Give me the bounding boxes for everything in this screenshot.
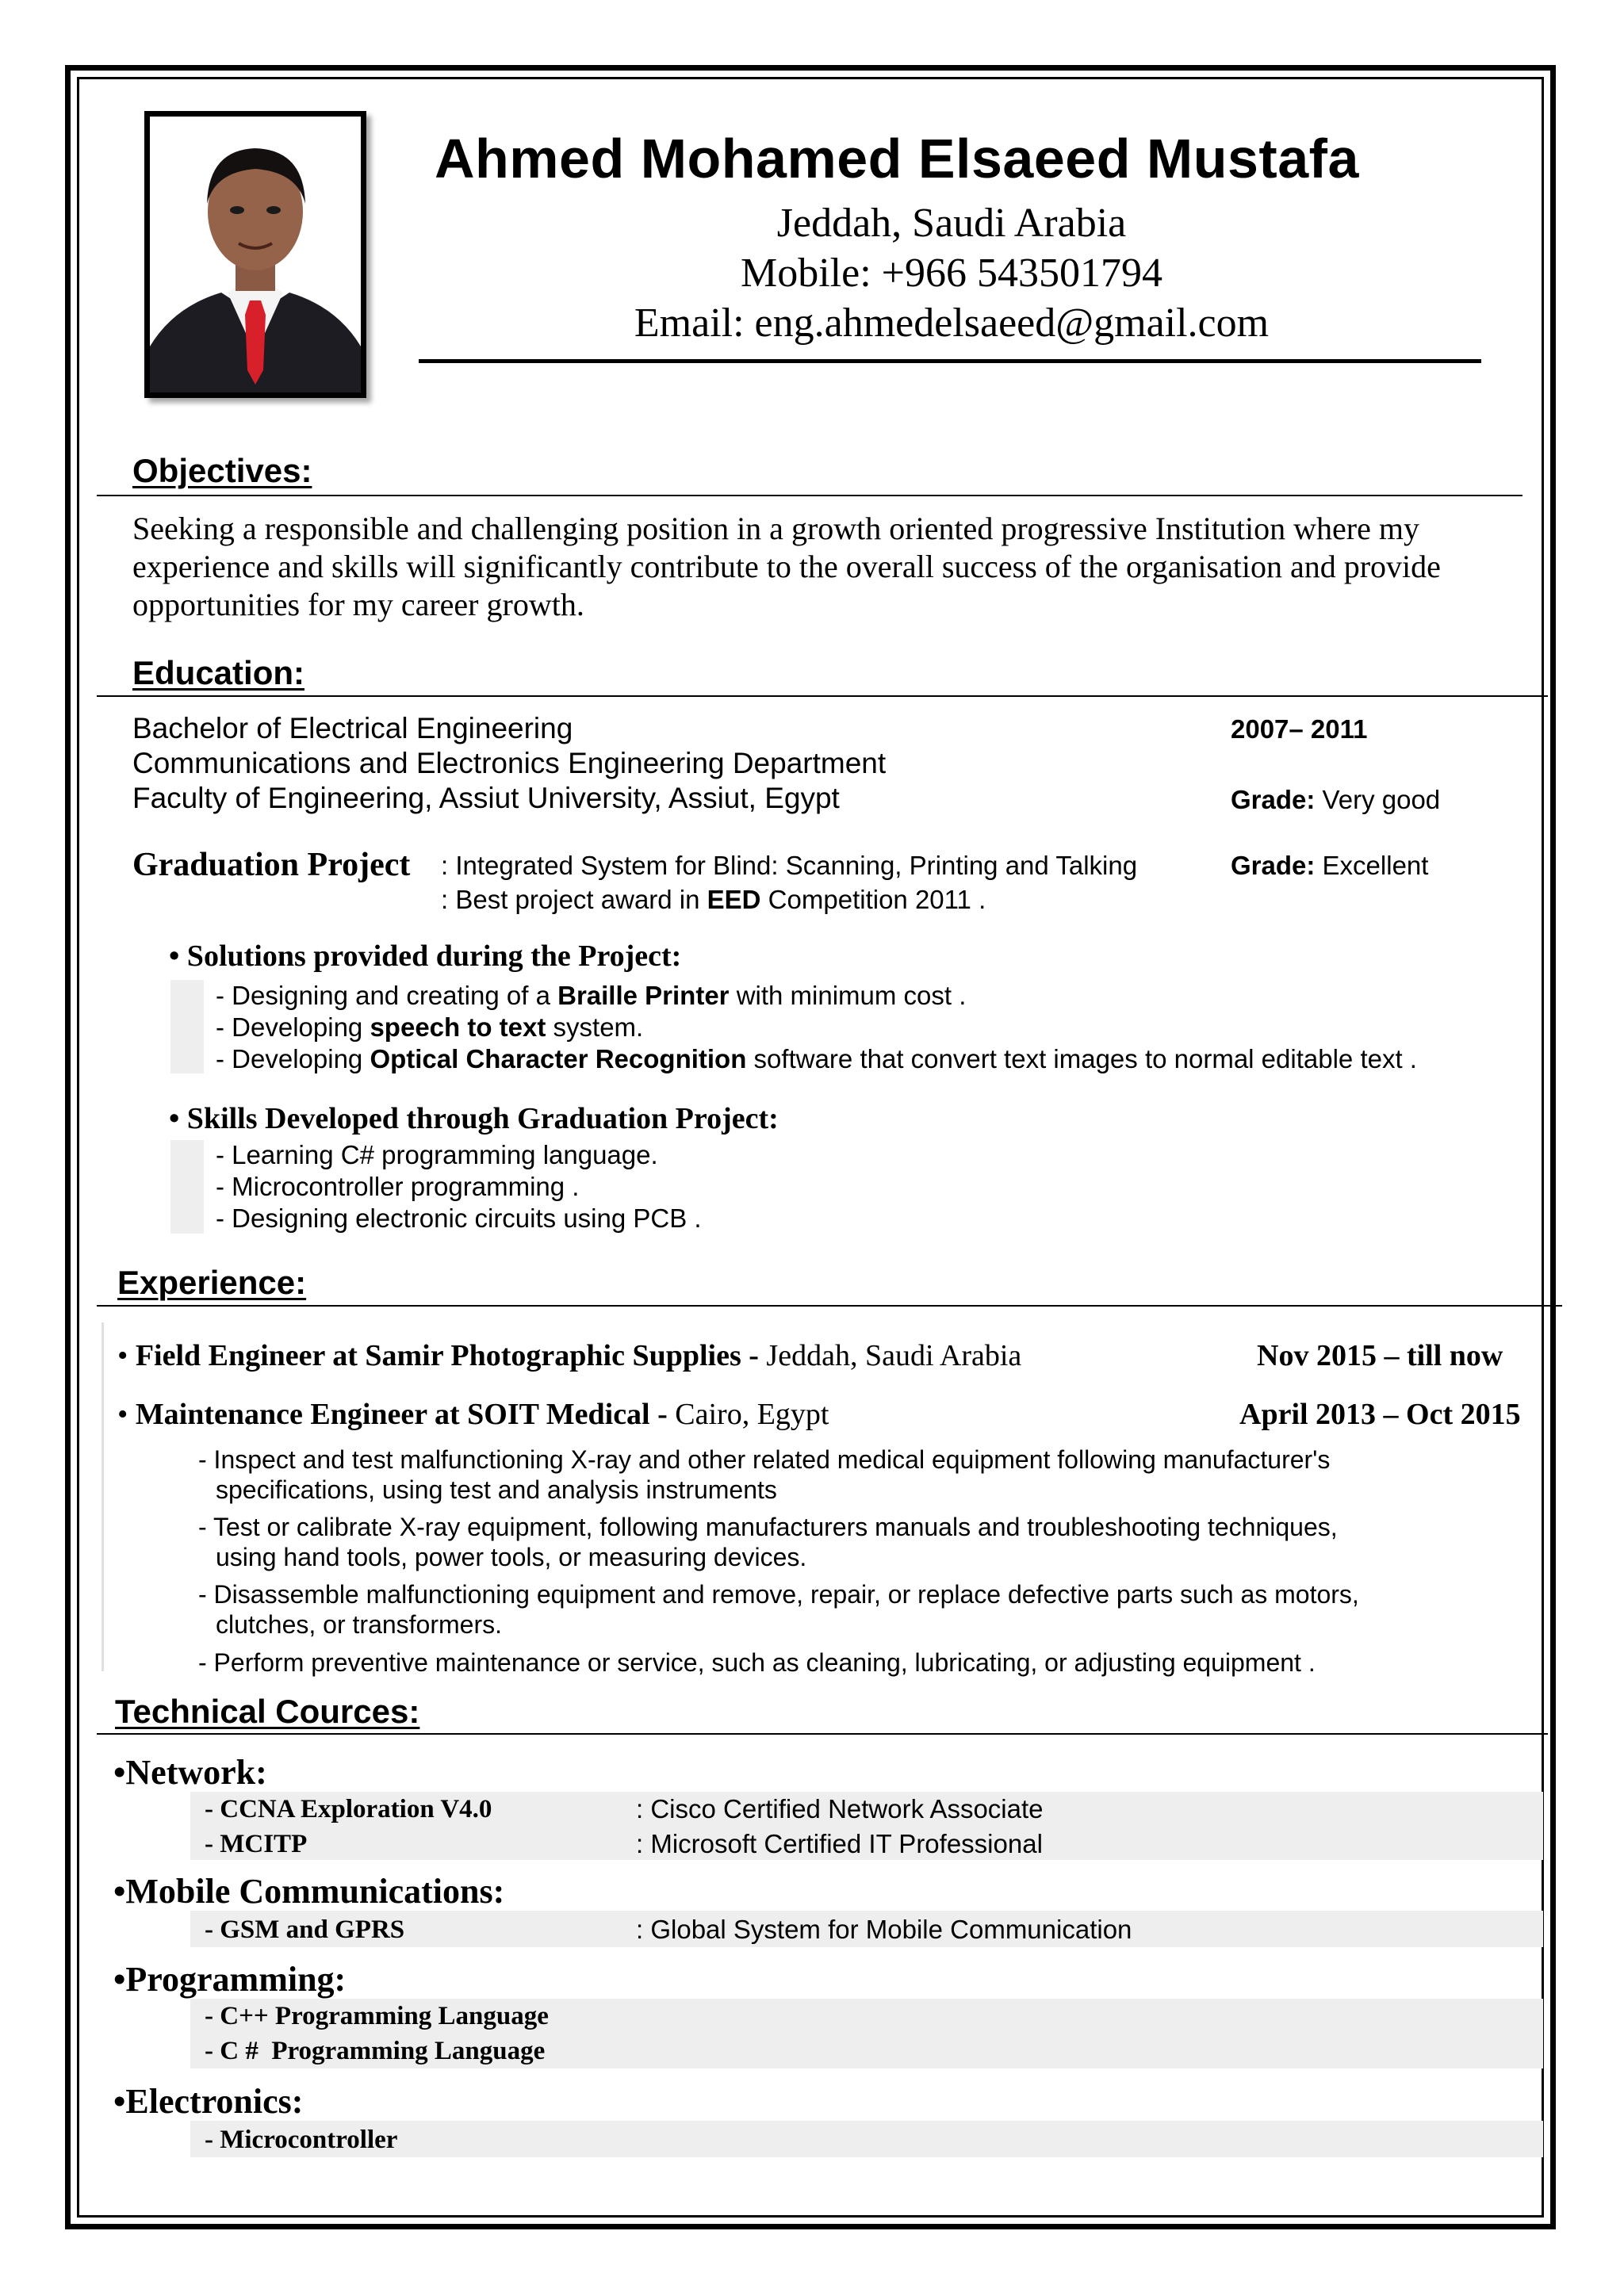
duty-line: - Test or calibrate X-ray equipment, following manufacturers manuals and troubleshooting techniques, (198, 1513, 1338, 1541)
course-name: - MCITP (205, 1830, 308, 1858)
education-heading: Education: (132, 654, 304, 691)
course-name: - C++ Programming Language (205, 2002, 549, 2030)
course-group-title: •Electronics: (113, 2082, 304, 2121)
course-name: - CCNA Exploration V4.0 (205, 1795, 492, 1823)
education-grade (1231, 785, 1440, 815)
degree: Bachelor of Electrical Engineering (132, 712, 573, 744)
solution-text-end: system. (546, 1012, 644, 1042)
project-grade-label: Grade: (1231, 851, 1316, 880)
skill-item: - Microcontroller programming . (216, 1172, 580, 1201)
department: Communications and Electronics Engineering Department (132, 747, 887, 779)
duty-line: - Perform preventive maintenance or service, such as cleaning, lubricating, or adjusting equipment . (198, 1648, 1316, 1677)
solution-bold: Braille Printer (557, 981, 730, 1010)
duty-line: - Inspect and test malfunctioning X-ray and other related medical equipment following manufacturer's (198, 1445, 1331, 1474)
solution-text-end: with minimum cost . (729, 981, 967, 1010)
solution-text: - Designing and creating of a (216, 981, 558, 1010)
solution-item (216, 1044, 1417, 1074)
course-desc: : Microsoft Certified IT Professional (636, 1829, 1043, 1858)
faculty: Faculty of Engineering, Assiut University, Assiut, Egypt (132, 782, 840, 814)
email-address: Email: eng.ahmedelsaeed@gmail.com (634, 300, 1270, 346)
course-group-title: •Programming: (113, 1960, 347, 1999)
job-place: Jeddah, Saudi Arabia (758, 1339, 1022, 1372)
grade-value: Very good (1322, 785, 1441, 814)
solution-text: - Developing (216, 1012, 370, 1042)
course-desc: : Global System for Mobile Communication (636, 1915, 1132, 1944)
grade-label: Grade: (1231, 785, 1316, 814)
courses-divider (97, 1733, 1548, 1735)
duty-line: - Disassemble malfunctioning equipment and remove, repair, or replace defective parts such as motors, (198, 1580, 1359, 1609)
course-desc: : Cisco Certified Network Associate (636, 1794, 1044, 1823)
profile-photo-illustration (150, 117, 361, 392)
job-entry (117, 1338, 1021, 1373)
solution-item (216, 981, 966, 1011)
solutions-heading: • Solutions provided during the Project: (169, 939, 682, 973)
solution-bold: speech to text (370, 1012, 546, 1042)
course-group-title: •Network: (113, 1753, 267, 1792)
objectives-divider (97, 495, 1522, 496)
mobile-number: Mobile: +966 543501794 (741, 251, 1162, 296)
project-award (441, 885, 986, 915)
solution-text: - Developing (216, 1044, 370, 1073)
solution-text-end: software that convert text images to normal editable text . (746, 1044, 1417, 1073)
award-text-end: Competition 2011 . (760, 885, 986, 914)
courses-heading: Technical Cources: (115, 1693, 420, 1730)
skills-indent-bar (170, 1140, 204, 1234)
profile-photo (144, 111, 366, 398)
duty-line-cont: clutches, or transformers. (216, 1610, 502, 1639)
education-divider (97, 695, 1548, 697)
course-name: - Microcontroller (205, 2126, 398, 2154)
experience-divider (97, 1305, 1562, 1307)
experience-side-line (102, 1322, 104, 1671)
location: Jeddah, Saudi Arabia (776, 201, 1127, 246)
duty-line-cont: using hand tools, power tools, or measuring devices. (216, 1543, 807, 1571)
job-bullet: • (117, 1398, 128, 1431)
course-name: - C # Programming Language (205, 2037, 546, 2065)
project-grade-value: Excellent (1322, 851, 1429, 880)
job-entry (117, 1397, 829, 1432)
objectives-text: Seeking a responsible and challenging position in a growth oriented progressive Institution where my experience and skills will significantly contribute to the overall success of the organisation and provide opportunities for my career growth. (132, 511, 1441, 622)
job-bullet: • (117, 1339, 128, 1372)
award-eed: EED (707, 885, 761, 914)
project-title: : Integrated System for Blind: Scanning, Printing and Talking (441, 851, 1138, 880)
header-divider (419, 359, 1481, 363)
solutions-indent-bar (170, 980, 204, 1073)
candidate-name: Ahmed Mohamed Elsaeed Mustafa (435, 128, 1359, 189)
course-name: - GSM and GPRS (205, 1915, 405, 1944)
job-dates: April 2013 – Oct 2015 (1239, 1398, 1521, 1431)
job-title: Maintenance Engineer at SOIT Medical - (135, 1398, 668, 1431)
skills-heading: • Skills Developed through Graduation Project: (169, 1102, 779, 1135)
skill-item: - Designing electronic circuits using PCB . (216, 1203, 702, 1233)
job-title: Field Engineer at Samir Photographic Supplies - (135, 1339, 759, 1372)
education-years: 2007– 2011 (1231, 714, 1368, 744)
job-dates: Nov 2015 – till now (1257, 1339, 1503, 1372)
job-place: Cairo, Egypt (667, 1398, 829, 1431)
solution-bold: Optical Character Recognition (370, 1044, 747, 1073)
project-grade (1231, 851, 1428, 881)
duty-line-cont: specifications, using test and analysis instruments (216, 1475, 777, 1504)
experience-heading: Experience: (117, 1264, 307, 1301)
course-group-title: •Mobile Communications: (113, 1872, 505, 1911)
award-text: : Best project award in (441, 885, 707, 914)
graduation-project-label: Graduation Project (132, 847, 411, 883)
skill-item: - Learning C# programming language. (216, 1140, 658, 1169)
solution-item (216, 1012, 643, 1043)
objectives-heading: Objectives: (132, 452, 312, 489)
